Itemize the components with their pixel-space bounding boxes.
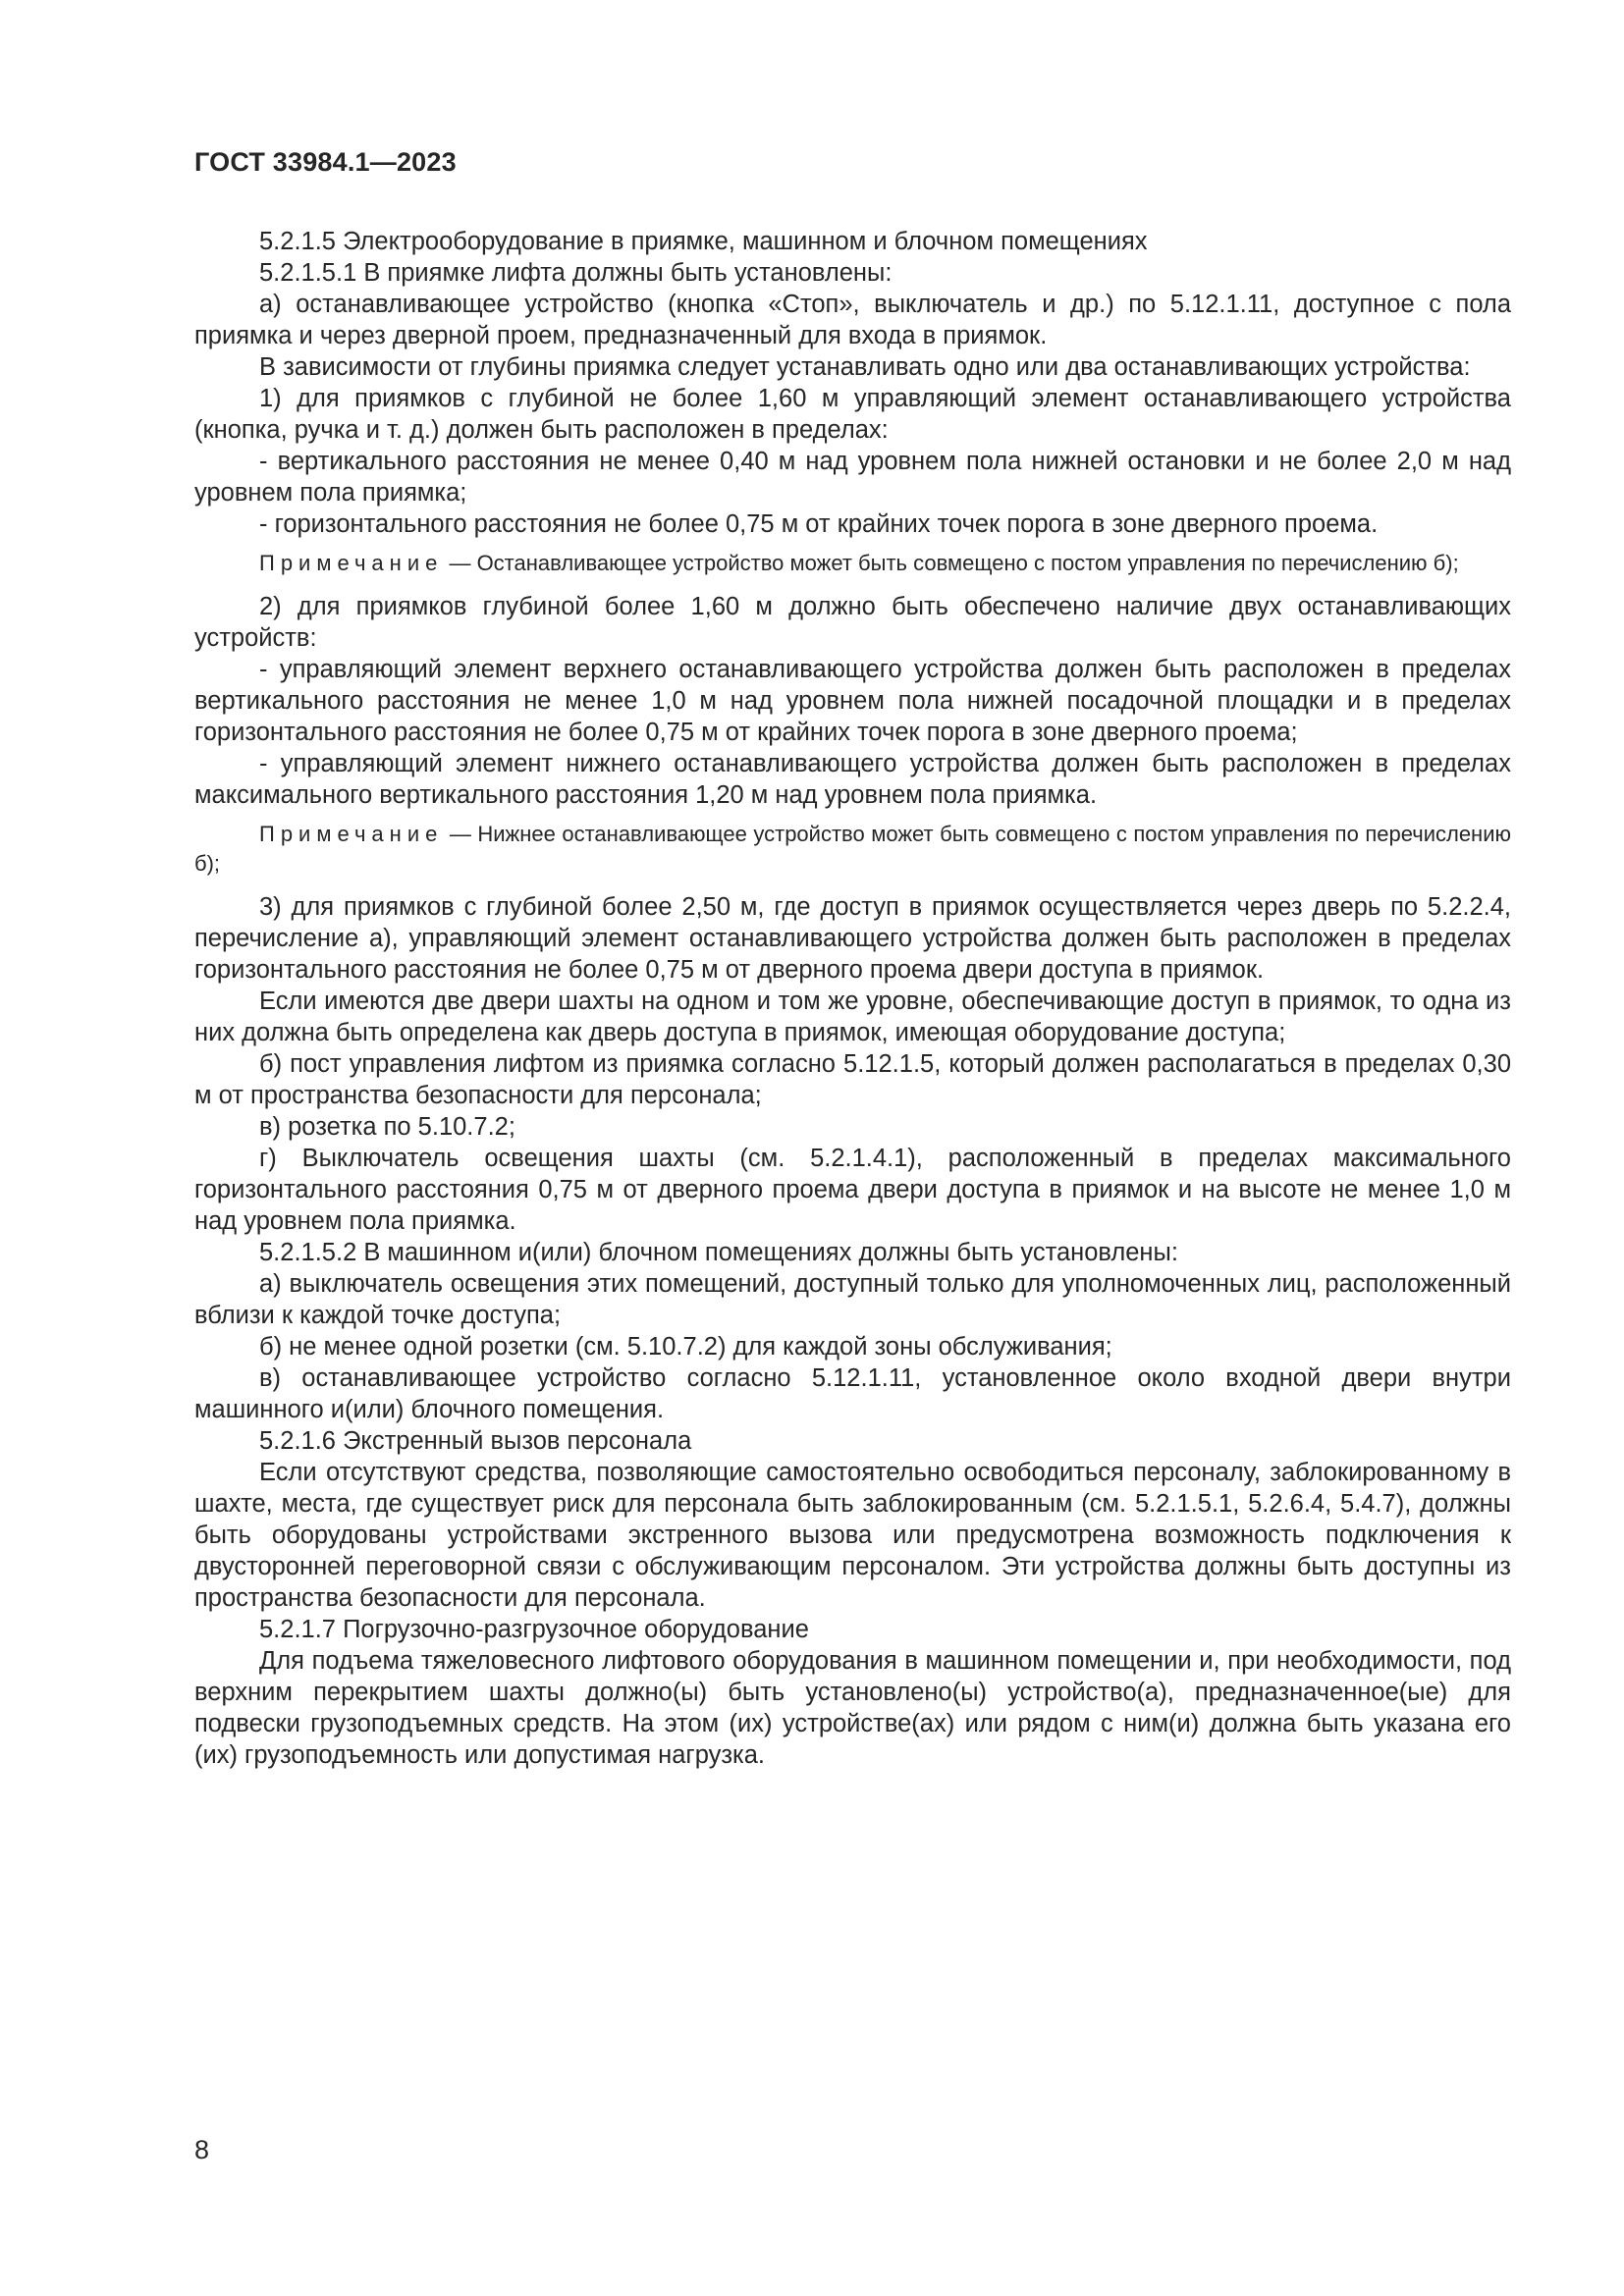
body-paragraph: 2) для приямков глубиной более 1,60 м должно быть обеспечено наличие двух останавливающих устройств: — [194, 593, 1511, 652]
note-label: Примечание — [259, 551, 444, 575]
body-paragraph: 5.2.1.7 Погрузочно-разгрузочное оборудование — [259, 1616, 809, 1643]
body-paragraph: б) пост управления лифтом из приямка согласно 5.12.1.5, который должен располагаться в пределах 0,30 м от пространства безопасности для персонала; — [194, 1050, 1511, 1109]
body-paragraph: Если отсутствуют средства, позволяющие самостоятельно освободиться персоналу, заблокированному в шахте, места, где существует риск для персонала быть заблокированным (см. 5.2.1.5.1, 5.2.6.4, 5.4.7), должны быть оборудованы устройствами экстренного вызова или предусмотрена возможность подключения к двусторонней переговорной связи с обслуживающим персоналом. Эти устройства должны быть доступны из пространства безопасности для персонала. — [194, 1459, 1511, 1612]
document-header: ГОСТ 33984.1—2023 — [194, 147, 457, 177]
body-paragraph: в) останавливающее устройство согласно 5.12.1.11, установленное около входной двери внутри машинного и(или) блочного помещения. — [194, 1364, 1511, 1423]
note-paragraph — [194, 820, 1511, 879]
body-paragraph: 1) для приямков с глубиной не более 1,60 м управляющий элемент останавливающего устройства (кнопка, ручка и т. д.) должен быть расположен в пределах: — [194, 385, 1511, 444]
note-label: Примечание — [259, 822, 444, 846]
page-number: 8 — [194, 2135, 210, 2164]
body-paragraph: 5.2.1.5.1 В приямке лифта должны быть установлены: — [259, 259, 893, 287]
body-paragraph: Для подъема тяжеловесного лифтового оборудования в машинном помещении и, при необходимости, под верхним перекрытием шахты должно(ы) быть установлено(ы) устройство(а), предназначенное(ые) для подвески грузоподъемных средств. На этом (их) устройстве(ах) или рядом с ним(и) должна быть указана его (их) грузоподъемность или допустимая нагрузка. — [194, 1647, 1511, 1769]
body-paragraph: - управляющий элемент верхнего останавливающего устройства должен быть расположен в пределах вертикального расстояния не менее 1,0 м над уровнем пола нижней посадочной площадки и в пределах горизонтального расстояния не более 0,75 м от крайних точек порога в зоне дверного проема; — [194, 656, 1511, 746]
body-paragraph: - управляющий элемент нижнего останавливающего устройства должен быть расположен в пределах максимального вертикального расстояния 1,20 м над уровнем пола приямка. — [194, 750, 1511, 809]
body-paragraph: 5.2.1.5.2 В машинном и(или) блочном помещениях должны быть установлены: — [259, 1239, 1178, 1266]
document-body — [194, 226, 1511, 1771]
note-text: — Нижнее останавливающее устройство может быть совмещено с постом управления по перечислению б); — [194, 822, 1511, 876]
body-paragraph: г) Выключатель освещения шахты (см. 5.2.1.4.1), расположенный в пределах максимального горизонтального расстояния 0,75 м от дверного проема двери доступа в приямок и на высоте не менее 1,0 м над уровнем пола приямка. — [194, 1145, 1511, 1235]
body-paragraph: 3) для приямков с глубиной более 2,50 м, где доступ в приямок осуществляется через дверь по 5.2.2.4, перечисление а), управляющий элемент останавливающего устройства должен быть расположен в пределах горизонтального расстояния не более 0,75 м от дверного проема двери доступа в приямок. — [194, 893, 1511, 984]
body-paragraph: а) останавливающее устройство (кнопка «Стоп», выключатель и др.) по 5.12.1.11, доступное с пола приямка и через дверной проем, предназначенный для входа в приямок. — [194, 291, 1511, 349]
body-paragraph: а) выключатель освещения этих помещений, доступный только для уполномоченных лиц, расположенный вблизи к каждой точке доступа; — [194, 1270, 1511, 1329]
body-paragraph: - вертикального расстояния не менее 0,40 м над уровнем пола нижней остановки и не более 2,0 м над уровнем пола приямка; — [194, 448, 1511, 507]
note-text: — Останавливающее устройство может быть совмещено с постом управления по перечислению б); — [443, 551, 1459, 575]
body-paragraph: б) не менее одной розетки (см. 5.10.7.2) для каждой зоны обслуживания; — [259, 1333, 1112, 1361]
body-paragraph: - горизонтального расстояния не более 0,75 м от крайних точек порога в зоне дверного проема. — [259, 510, 1379, 538]
body-paragraph: 5.2.1.5 Электрооборудование в приямке, машинном и блочном помещениях — [259, 228, 1148, 255]
body-paragraph: В зависимости от глубины приямка следует устанавливать одно или два останавливающих устройства: — [259, 353, 1471, 381]
body-paragraph: 5.2.1.6 Экстренный вызов персонала — [259, 1427, 692, 1455]
body-paragraph: в) розетка по 5.10.7.2; — [259, 1113, 515, 1141]
note-paragraph — [194, 549, 1511, 578]
body-paragraph: Если имеются две двери шахты на одном и том же уровне, обеспечивающие доступ в приямок, то одна из них должна быть определена как дверь доступа в приямок, имеющая оборудование доступа; — [194, 988, 1511, 1046]
